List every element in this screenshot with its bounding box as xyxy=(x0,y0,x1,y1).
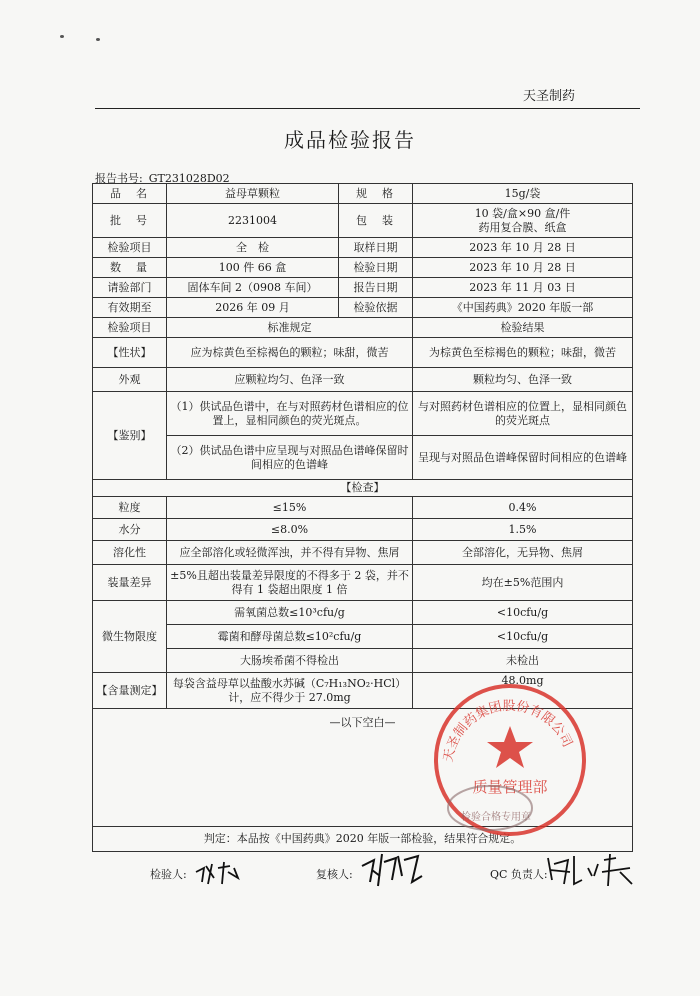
solubility-result: 全部溶化，无异物、焦屑 xyxy=(413,541,633,565)
qty-label: 数 量 xyxy=(93,258,167,278)
ecoli-standard: 大肠埃希菌不得检出 xyxy=(167,649,413,673)
report-date-value: 2023 年 11 月 03 日 xyxy=(413,278,633,298)
pack-line-1: 10 袋/盒×90 盒/件 xyxy=(474,206,571,220)
spec-value: 15g/袋 xyxy=(413,184,633,204)
report-date-label: 报告日期 xyxy=(339,278,413,298)
moisture-result: 1.5% xyxy=(413,519,633,541)
granularity-label: 粒度 xyxy=(93,497,167,519)
batch-label: 批 号 xyxy=(93,204,167,238)
identification-label: 【鉴别】 xyxy=(93,392,167,480)
weight-variation-label: 装量差异 xyxy=(93,565,167,601)
col-header-result: 检验结果 xyxy=(413,318,633,338)
assay-standard xyxy=(167,673,413,709)
solubility-label: 溶化性 xyxy=(93,541,167,565)
exam-section-title: 【检查】 xyxy=(93,480,633,497)
granularity-result: 0.4% xyxy=(413,497,633,519)
character-label: 【性状】 xyxy=(93,338,167,368)
identification-standard-2: （2）供试品色谱中应呈现与对照品色谱峰保留时间相应的色谱峰 xyxy=(167,436,413,480)
product-value: 益母草颗粒 xyxy=(167,184,339,204)
solubility-standard: 应全部溶化或轻微浑浊，并不得有异物、焦屑 xyxy=(167,541,413,565)
assay-standard-line-2: 计，应不得少于 27.0mg xyxy=(228,690,351,704)
appearance-label: 外观 xyxy=(93,368,167,392)
seal-stamp-text: 检验合格专用章 xyxy=(461,812,531,823)
character-result: 为棕黄色至棕褐色的颗粒；味甜，微苦 xyxy=(413,338,633,368)
weight-variation-standard: ±5%且超出装量差异限度的不得多于 2 袋，并不得有 1 袋超出限度 1 倍 xyxy=(167,565,413,601)
assay-standard-line-1: 每袋含益母草以盐酸水苏碱（C₇H₁₃NO₂·HCl） xyxy=(172,676,407,690)
basis-label: 检验依据 xyxy=(339,298,413,318)
dept-label: 请验部门 xyxy=(93,278,167,298)
scan-speck xyxy=(96,38,100,41)
verdict: 判定：本品按《中国药典》2020 年版一部检验，结果符合规定。 xyxy=(93,827,633,852)
assay-result: 48.0mg xyxy=(413,673,633,709)
inspector-signature xyxy=(192,858,242,888)
aerobic-standard: 需氧菌总数≤10³cfu/g xyxy=(167,601,413,625)
character-standard: 应为棕黄色至棕褐色的颗粒；味甜，微苦 xyxy=(167,338,413,368)
moisture-label: 水分 xyxy=(93,519,167,541)
end-of-content-text: —以下空白— xyxy=(329,715,396,729)
dept-value: 固体车间 2（0908 车间） xyxy=(167,278,339,298)
basis-value: 《中国药典》2020 年版一部 xyxy=(413,298,633,318)
appearance-standard: 应颗粒均匀、色泽一致 xyxy=(167,368,413,392)
spec-label: 规 格 xyxy=(339,184,413,204)
expiry-value: 2026 年 09 月 xyxy=(167,298,339,318)
scan-speck xyxy=(60,35,64,38)
header-rule xyxy=(95,108,640,109)
test-date-value: 2023 年 10 月 28 日 xyxy=(413,258,633,278)
col-header-item: 检验项目 xyxy=(93,318,167,338)
assay-label: 【含量测定】 xyxy=(93,673,167,709)
identification-result-2: 呈现与对照品色谱峰保留时间相应的色谱峰 xyxy=(413,436,633,480)
seal-dept-text: 质量管理部 xyxy=(472,778,548,796)
sample-date-label: 取样日期 xyxy=(339,238,413,258)
batch-value: 2231004 xyxy=(167,204,339,238)
appearance-result: 颗粒均匀、色泽一致 xyxy=(413,368,633,392)
seal-org-text: 天圣制药集团股份有限公司 xyxy=(441,698,575,764)
product-label: 品 名 xyxy=(93,184,167,204)
pack-line-2: 药用复合膜、纸盒 xyxy=(478,220,567,234)
company-seal xyxy=(430,680,590,840)
aerobic-result: <10cfu/g xyxy=(413,601,633,625)
item-label: 检验项目 xyxy=(93,238,167,258)
expiry-label: 有效期至 xyxy=(93,298,167,318)
weight-variation-result: 均在±5%范围内 xyxy=(413,565,633,601)
microbial-label: 微生物限度 xyxy=(93,601,167,673)
ecoli-result: 未检出 xyxy=(413,649,633,673)
mold-standard: 霉菌和酵母菌总数≤10²cfu/g xyxy=(167,625,413,649)
report-title: 成品检验报告 xyxy=(284,128,416,152)
identification-standard-1: （1）供试品色谱中，在与对照药材色谱相应的位置上，显相同颜色的荧光斑点。 xyxy=(167,392,413,436)
inspector-label: 检验人: xyxy=(150,868,187,881)
moisture-standard: ≤8.0% xyxy=(167,519,413,541)
company-name: 天圣制药 xyxy=(522,89,575,104)
qc-label: QC 负责人: xyxy=(490,868,548,881)
col-header-standard: 标准规定 xyxy=(167,318,413,338)
mold-result: <10cfu/g xyxy=(413,625,633,649)
qty-value: 100 件 66 盒 xyxy=(167,258,339,278)
test-date-label: 检验日期 xyxy=(339,258,413,278)
qc-signature xyxy=(544,850,636,890)
sample-date-value: 2023 年 10 月 28 日 xyxy=(413,238,633,258)
pack-value xyxy=(413,204,633,238)
report-number-value: GT231028D02 xyxy=(148,172,230,185)
item-value: 全 检 xyxy=(167,238,339,258)
reviewer-signature xyxy=(356,846,428,890)
identification-result-1: 与对照药材色谱相应的位置上，显相同颜色的荧光斑点 xyxy=(413,392,633,436)
pack-label: 包 装 xyxy=(339,204,413,238)
reviewer-label: 复核人: xyxy=(316,868,353,881)
granularity-standard: ≤15% xyxy=(167,497,413,519)
report-number-label: 报告书号: xyxy=(95,172,143,185)
